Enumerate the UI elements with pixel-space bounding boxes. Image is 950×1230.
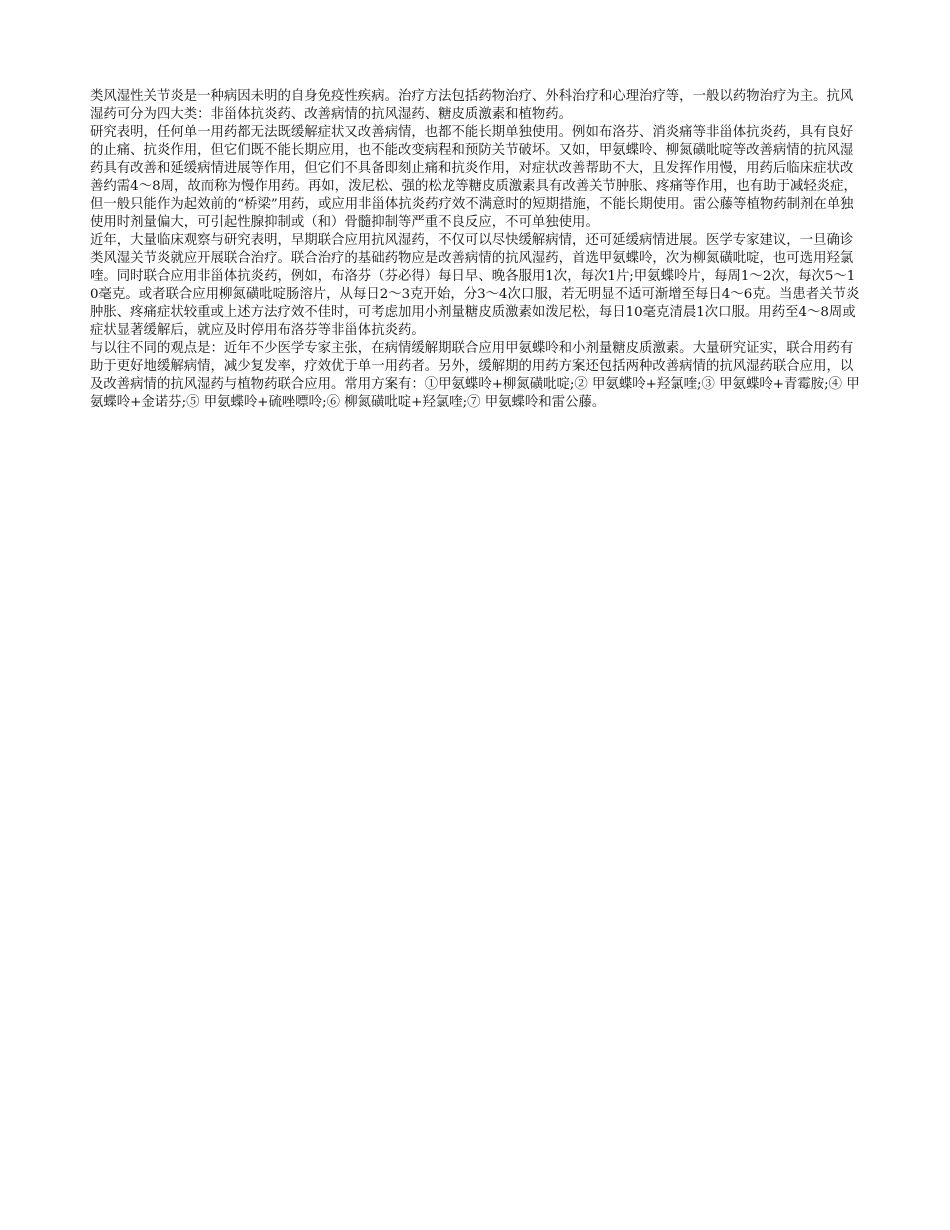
paragraph-single-drug-limits: 研究表明，任何单一用药都无法既缓解症状又改善病情，也都不能长期单独使用。例如布洛芬、消炎痛等非甾体抗炎药，具有良好的止痛、抗炎作用，但它们既不能长期应用，也不能改变病程和预防关节破坏。又如，甲氨蝶呤、柳氮磺吡啶等改善病情的抗风湿药具有改善和延缓病情进展等作用，但它们不具备即刻止痛和抗炎作用，对症状改善帮助不大，且发挥作用慢，用药后临床症状改善约需4～8周，故而称为慢作用药。再如，泼尼松、强的松龙等糖皮质激素具有改善关节肿胀、疼痛等作用，也有助于减轻炎症，但一般只能作为起效前的“桥梁”用药，或应用非甾体抗炎药疗效不满意时的短期措施，不能长期使用。雷公藤等植物药制剂在单独使用时剂量偏大，可引起性腺抑制或（和）骨髓抑制等严重不良反应，不可单独使用。 [90, 125, 857, 230]
paragraph-remission-regimens: 与以往不同的观点是：近年不少医学专家主张，在病情缓解期联合应用甲氨蝶呤和小剂量糖皮质激素。大量研究证实，联合用药有助于更好地缓解病情，减少复发率，疗效优于单一用药者。另外，缓解期的用药方案还包括两种改善病情的抗风湿药联合应用，以及改善病情的抗风湿药与植物药联合应用。常用方案有：①甲氨蝶呤+柳氮磺吡啶;② 甲氨蝶呤+羟氯喹;③ 甲氨蝶呤+青霉胺;④ 甲氨蝶呤+金诺芬;⑤ 甲氨蝶呤+硫唑嘌呤;⑥ 柳氮磺吡啶+羟氯喹;⑦ 甲氨蝶呤和雷公藤。 [90, 341, 860, 410]
paragraph-combination-therapy: 近年，大量临床观察与研究表明，早期联合应用抗风湿药，不仅可以尽快缓解病情，还可延缓病情进展。医学专家建议，一旦确诊类风湿关节炎就应开展联合治疗。联合治疗的基础药物应是改善病情的抗风湿药，首选甲氨蝶呤，次为柳氮磺吡啶，也可选用羟氯喹。同时联合应用非甾体抗炎药，例如，布洛芬（芬必得）每日早、晚各服用1次，每次1片;甲氨蝶呤片，每周1～2次，每次5～10毫克。或者联合应用柳氮磺吡啶肠溶片，从每日2～3克开始，分3～4次口服，若无明显不适可渐增至每日4～6克。当患者关节炎肿胀、疼痛症状较重或上述方法疗效不佳时，可考虑加用小剂量糖皮质激素如泼尼松，每日10毫克清晨1次口服。用药至4～8周或症状显著缓解后，就应及时停用布洛芬等非甾体抗炎药。 [90, 233, 860, 338]
paragraph-intro: 类风湿性关节炎是一种病因未明的自身免疫性疾病。治疗方法包括药物治疗、外科治疗和心理治疗等，一般以药物治疗为主。抗风湿药可分为四大类：非甾体抗炎药、改善病情的抗风湿药、糖皮质激素和植物药。 [90, 89, 854, 122]
document-body [90, 88, 860, 412]
